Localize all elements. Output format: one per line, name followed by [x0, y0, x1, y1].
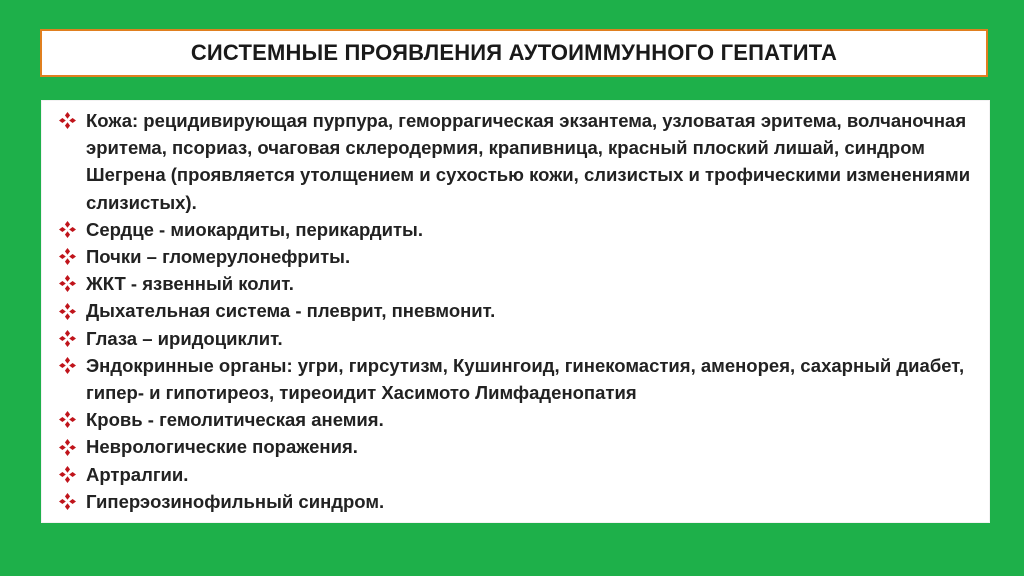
list-item-text: Кровь - гемолитическая анемия. [86, 409, 384, 431]
four-diamond-bullet-icon [56, 433, 78, 460]
list-item [56, 216, 975, 243]
four-diamond-bullet-icon [56, 488, 78, 515]
list-item [56, 325, 975, 352]
list-item-text: Сердце - миокардиты, перикардиты. [86, 218, 423, 240]
list-item [56, 297, 975, 324]
four-diamond-bullet-icon [56, 352, 78, 379]
list-item-text: Дыхательная система - плеврит, пневмонит. [86, 300, 496, 322]
list-item-text: ЖКТ - язвенный колит. [86, 273, 294, 295]
title-box [40, 29, 988, 77]
list-item-text: Артралгии. [86, 463, 189, 485]
list-item [56, 243, 975, 270]
four-diamond-bullet-icon [56, 270, 78, 297]
content-box [41, 100, 990, 523]
list-item-text: Глаза – иридоциклит. [86, 327, 283, 349]
list-item [56, 488, 975, 515]
four-diamond-bullet-icon [56, 461, 78, 488]
list-item [56, 406, 975, 433]
list-item [56, 270, 975, 297]
list-item [56, 461, 975, 488]
list-item-text: Почки – гломерулонефриты. [86, 246, 351, 268]
list-item [56, 352, 975, 406]
four-diamond-bullet-icon [56, 243, 78, 270]
list-item-text: Неврологические поражения. [86, 436, 358, 458]
list-item-text: Эндокринные органы: угри, гирсутизм, Кушингоид, гинекомастия, аменорея, сахарный диабет, гипер- и гипотиреоз, тиреоидит Хасимото Лимфаденопатия [86, 354, 965, 404]
four-diamond-bullet-icon [56, 406, 78, 433]
slide-title: СИСТЕМНЫЕ ПРОЯВЛЕНИЯ АУТОИММУННОГО ГЕПАТИТА [190, 40, 838, 65]
list-item [56, 107, 975, 216]
four-diamond-bullet-icon [56, 216, 78, 243]
list-item-text: Кожа: рецидивирующая пурпура, геморрагическая экзантема, узловатая эритема, волчаночная эритема, псориаз, очаговая склеродермия, крапивница, красный плоский лишай, синдром Шегрена (проявляется утолщением и сухостью кожи, слизистых и трофическими изменениями слизистых). [86, 110, 971, 213]
list-item-text: Гиперэозинофильный синдром. [86, 490, 385, 512]
four-diamond-bullet-icon [56, 325, 78, 352]
four-diamond-bullet-icon [56, 297, 78, 324]
list-item [56, 433, 975, 460]
four-diamond-bullet-icon [56, 107, 78, 134]
